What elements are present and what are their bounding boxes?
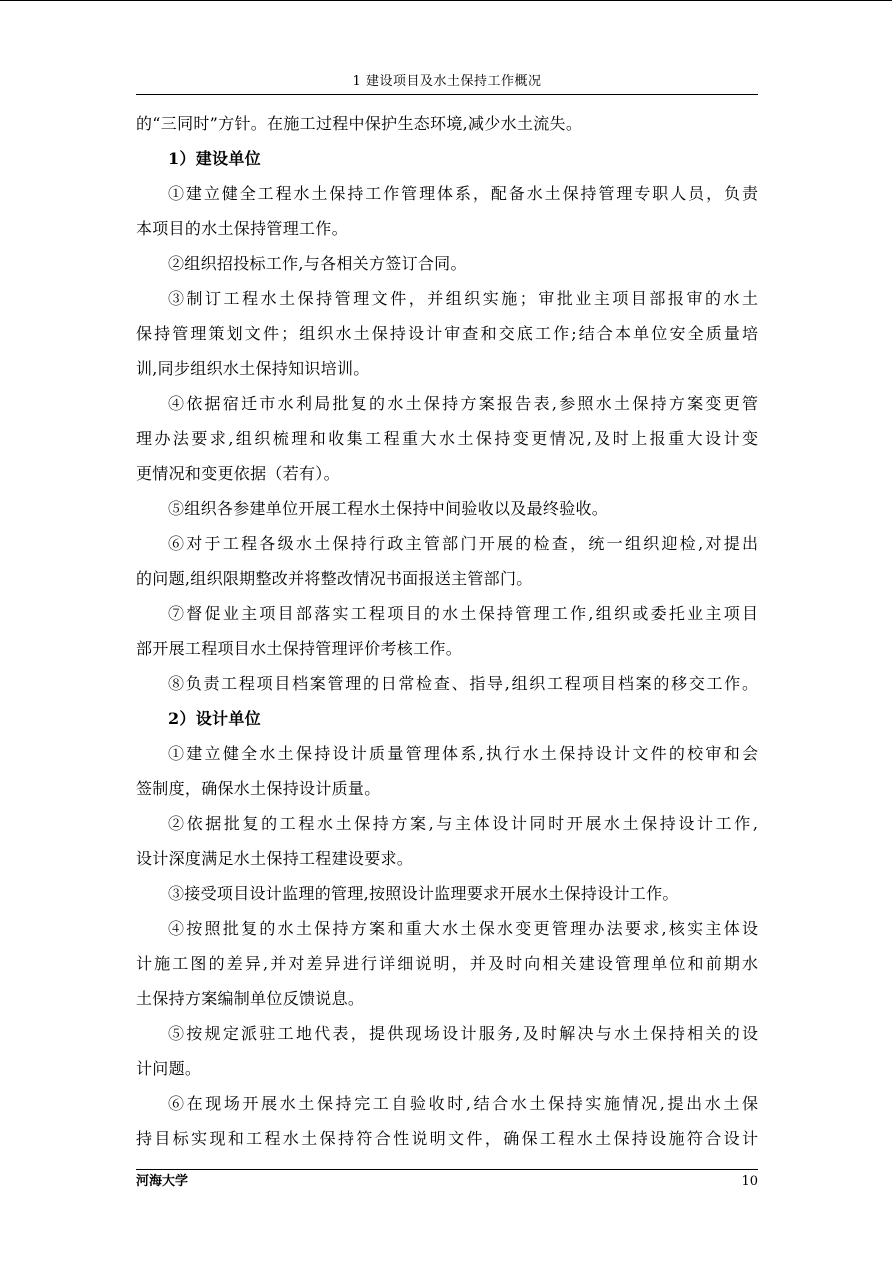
section-heading-design-unit: 2）设计单位 [168,709,261,728]
header-rule [136,94,758,95]
section-heading-construction-unit: 1）建设单位 [168,149,261,168]
text-line: 计施工图的差异,并对差异进行详细说明，并及时向相关建设管理单位和前期水 [136,954,758,973]
text-line: 本项目的水土保持管理工作。 [136,219,348,238]
text-line: 的问题,组织限期整改并将整改情况书面报送主管部门。 [136,569,533,588]
text-line: ④按照批复的水土保持方案和重大水土保水变更管理办法要求,核实主体设 [168,919,758,938]
text-line: 保持管理策划文件；组织水土保持设计审查和交底工作;结合本单位安全质量培 [136,324,758,343]
text-line: ⑥在现场开展水土保持完工自验收时,结合水土保持实施情况,提出水土保 [168,1094,758,1113]
running-header: 1 建设项目及水土保持工作概况 [352,74,542,89]
text-line: ⑥对于工程各级水土保持行政主管部门开展的检查，统一组织迎检,对提出 [168,534,758,553]
text-line: ③接受项目设计监理的管理,按照设计监理要求开展水土保持设计工作。 [168,884,679,903]
text-line: 理办法要求,组织梳理和收集工程重大水土保持变更情况,及时上报重大设计变 [136,429,758,448]
text-line: ②依据批复的工程水土保持方案,与主体设计同时开展水土保持设计工作, [168,814,758,833]
page-top-border [0,0,892,1]
page-number: 10 [741,1174,758,1189]
text-line: ⑤组织各参建单位开展工程水土保持中间验收以及最终验收。 [168,499,609,518]
footer-institution: 河海大学 [136,1174,189,1189]
text-line: ②组织招投标工作,与各相关方签订合同。 [168,254,467,273]
text-line: 训,同步组织水土保持知识培训。 [136,359,370,378]
text-line: 更情况和变更依据（若有）。 [136,464,340,483]
text-line: 签制度，确保水土保持设计质量。 [136,779,381,798]
text-line: 土保持方案编制单位反馈说息。 [136,989,365,1008]
text-line: 设计深度满足水土保持工程建设要求。 [136,849,414,868]
text-line: 的“三同时”方针。在施工过程中保护生态环境,减少水土流失。 [136,114,583,133]
footer-rule [136,1169,758,1170]
text-line: ④依据宿迁市水利局批复的水土保持方案报告表,参照水土保持方案变更管 [168,394,758,413]
text-line: 部开展工程项目水土保持管理评价考核工作。 [136,639,463,658]
text-line: ①建立健全工程水土保持工作管理体系，配备水土保持管理专职人员，负责 [168,184,758,203]
text-line: ③制订工程水土保持管理文件，并组织实施；审批业主项目部报审的水土 [168,289,758,308]
text-line: ①建立健全水土保持设计质量管理体系,执行水土保持设计文件的校审和会 [168,744,758,763]
text-line: ⑧负责工程项目档案管理的日常检查、指导,组织工程项目档案的移交工作。 [168,674,758,693]
text-line: 计问题。 [136,1059,202,1078]
text-line: 持目标实现和工程水土保持符合性说明文件，确保工程水土保持设施符合设计 [136,1129,758,1148]
text-line: ⑤按规定派驻工地代表，提供现场设计服务,及时解决与水土保持相关的设 [168,1024,758,1043]
body-text [136,106,758,1156]
text-line: ⑦督促业主项目部落实工程项目的水土保持管理工作,组织或委托业主项目 [168,604,758,623]
